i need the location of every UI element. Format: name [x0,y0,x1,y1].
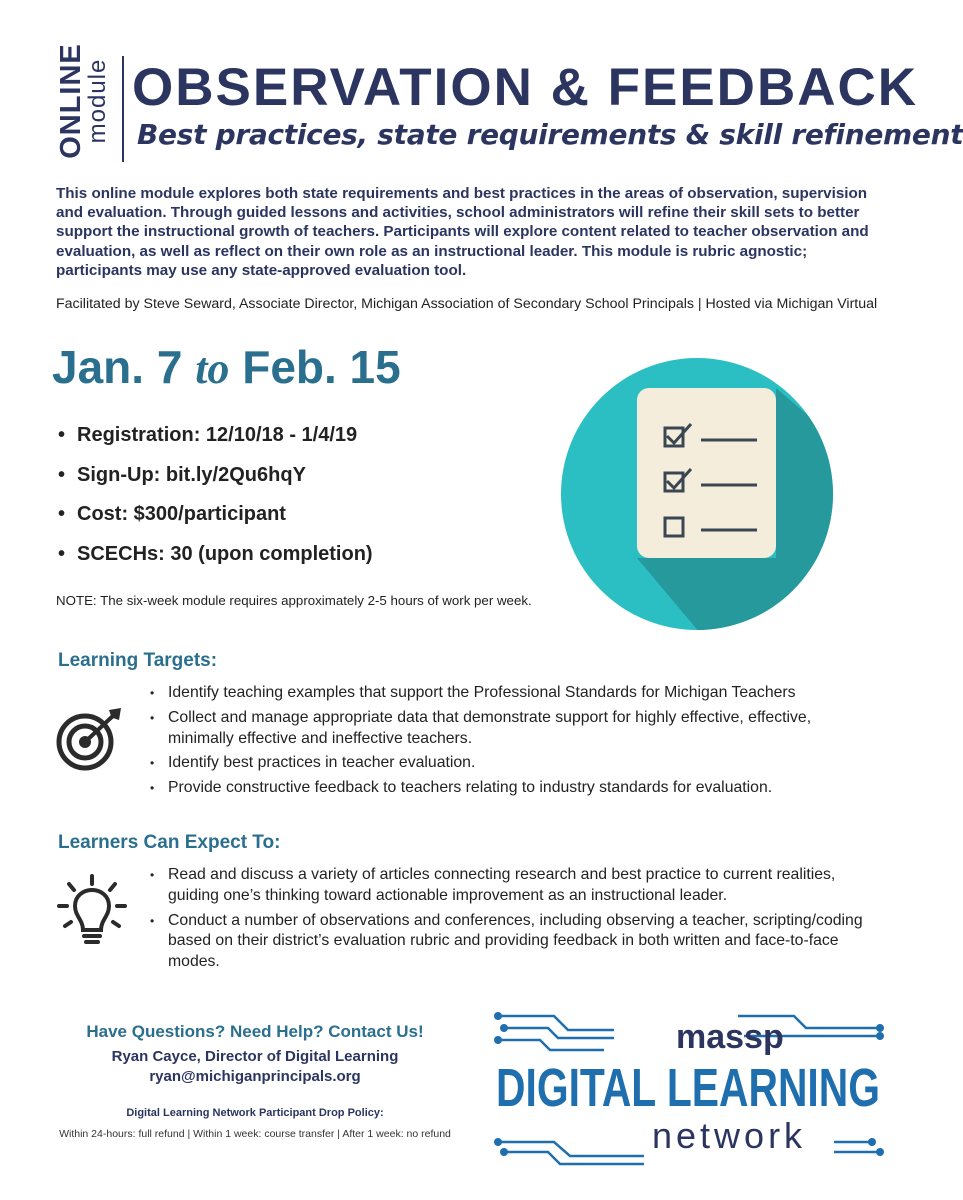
learning-targets-list [150,683,870,803]
list-item: • Identify best practices in teacher evaluation. [150,753,870,774]
list-item: • Identify teaching examples that support the Professional Standards for Michigan Teachers [150,683,870,704]
list-item: • Read and discuss a variety of articles connecting research and best practice to current realities, guiding one’s thinking toward actionable improvement as an instructional leader. [150,865,870,907]
drop-policy-text: Within 24-hours: full refund | Within 1 week: course transfer | After 1 week: no refund [59,1128,451,1140]
note-text: NOTE: The six-week module requires approximately 2-5 hours of work per week. [56,593,532,608]
drop-policy-heading: Digital Learning Network Participant Drop Policy: [126,1107,384,1119]
logo-main: DIGITAL LEARNING [496,1058,880,1118]
signup-item: • Sign-Up: bit.ly/2Qu6hqY [58,464,373,504]
date-range [52,340,401,394]
registration-item: • Registration: 12/10/18 - 1/4/19 [58,424,373,464]
tag-module: module [84,58,111,144]
page-title: OBSERVATION & FEEDBACK [132,58,919,117]
list-item: • Provide constructive feedback to teachers relating to industry standards for evaluation. [150,778,870,799]
start-date: Jan. 7 [52,341,183,393]
lightbulb-icon [55,872,129,952]
details-list [58,424,373,582]
target-icon [53,706,125,772]
learning-targets-heading: Learning Targets: [58,650,218,671]
scechs-item: • SCECHs: 30 (upon completion) [58,543,373,583]
page-subtitle: Best practices, state requirements & skill refinement [137,118,963,151]
logo-massp: massp [676,1018,784,1056]
massp-logo [494,1010,884,1170]
contact-name: Ryan Cayce, Director of Digital Learning [111,1048,399,1065]
date-to: to [195,344,230,393]
list-item: • Conduct a number of observations and conferences, including observing a teacher, scripting/coding based on their district’s evaluation rubric and providing feedback in both written and face-to-face modes. [150,911,870,973]
online-module-tag [50,40,116,162]
end-date: Feb. 15 [242,341,401,393]
list-item: • Collect and manage appropriate data that demonstrate support for highly effective, effective, minimally effective and ineffective teachers. [150,708,870,750]
facilitator-line: Facilitated by Steve Seward, Associate Director, Michigan Association of Secondary School Principals | Hosted via Michigan Virtual [56,296,878,312]
contact-heading: Have Questions? Need Help? Contact Us! [86,1022,424,1041]
logo-network: network [652,1115,807,1156]
cost-item: • Cost: $300/participant [58,503,373,543]
intro-paragraph: This online module explores both state requirements and best practices in the areas of observation, supervision and evaluation. Through guided lessons and activities, school administrators will refine their skill sets to better support the instructional growth of teachers. Participants will explore content related to teacher observation and evaluation, as well as reflect on their own role as an instructional leader. This module is rubric agnostic; participants may use any state-approved evaluation tool. [56,185,869,279]
checklist-icon [561,358,833,630]
learners-expect-heading: Learners Can Expect To: [58,832,281,853]
header-divider [122,56,124,162]
tag-online: ONLINE [55,43,87,159]
contact-email[interactable]: ryan@michiganprincipals.org [149,1068,361,1085]
learners-expect-list [150,865,870,977]
